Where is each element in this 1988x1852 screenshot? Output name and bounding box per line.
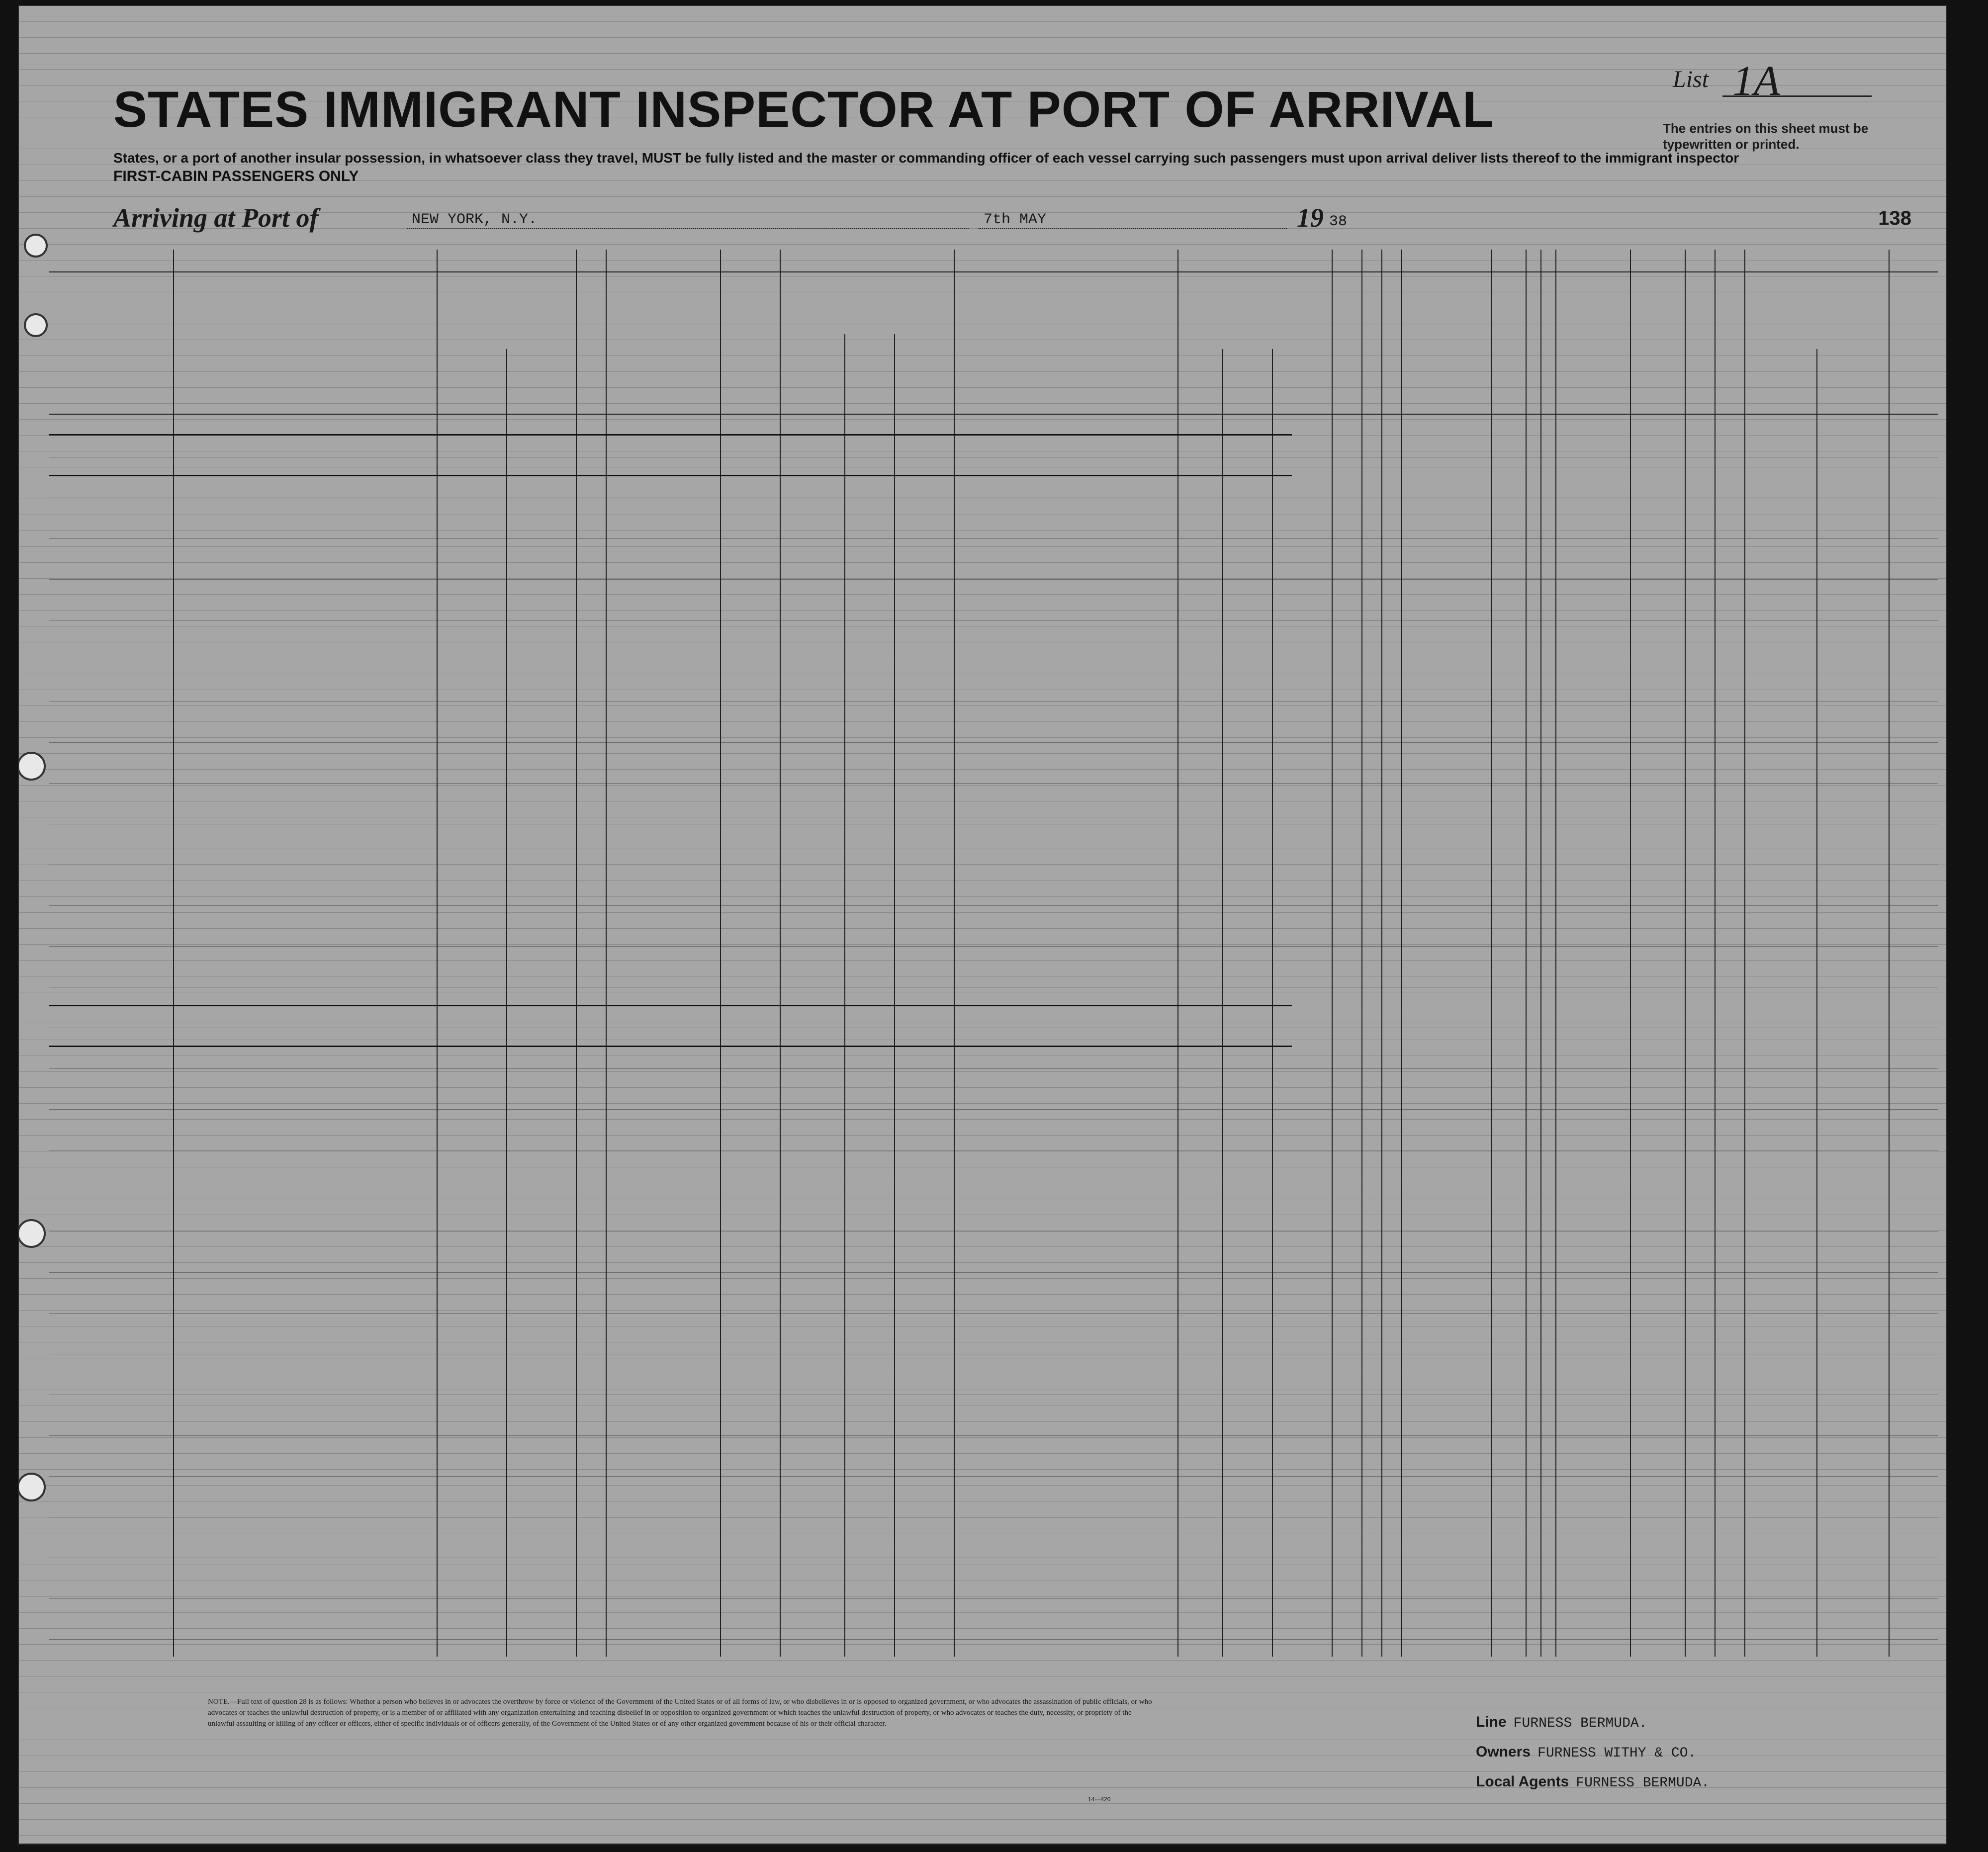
line-value: FURNESS BERMUDA.: [1513, 1716, 1647, 1731]
header-rule: [49, 414, 1938, 415]
column-rule: [1744, 250, 1745, 1657]
list-number: 1A: [1732, 57, 1780, 104]
row-rule: [49, 1109, 1938, 1110]
column-rule: [1889, 250, 1890, 1657]
column-rule: [173, 250, 174, 1657]
manifest-table: [49, 250, 1938, 1657]
sheet-number: 138: [1878, 207, 1911, 229]
row-rule: [49, 1598, 1938, 1599]
punch-hole: [18, 1219, 46, 1248]
year-suffix: 38: [1329, 213, 1348, 230]
subcolumn-rule: [1540, 349, 1541, 1657]
subcolumn-rule: [1222, 349, 1223, 1657]
punch-hole: [18, 1473, 46, 1501]
row-rule: [49, 1435, 1938, 1436]
agents-field: [1476, 1773, 1710, 1791]
punch-hole: [18, 752, 46, 781]
column-rule: [576, 250, 577, 1657]
column-rule: [606, 250, 607, 1657]
row-rule: [49, 1476, 1938, 1477]
column-rule: [954, 250, 955, 1657]
column-rule: [1401, 250, 1402, 1657]
column-rule: [1630, 250, 1631, 1657]
row-rule: [49, 946, 1938, 947]
row-rule: [49, 1639, 1938, 1640]
punch-hole: [24, 313, 48, 337]
subcolumn-rule: [1272, 349, 1273, 1657]
owners-value: FURNESS WITHY & CO.: [1537, 1746, 1697, 1761]
row-rule: [49, 1313, 1938, 1314]
form-title: STATES IMMIGRANT INSPECTOR AT PORT OF ARRIVAL: [113, 81, 1494, 138]
form-instructions: States, or a port of another insular possession, in whatsoever class they travel, MUST be fully listed and the master or commanding officer of each vessel carrying such passengers must upon arrival deliver lists thereof to the immigrant inspector: [113, 150, 1739, 166]
owners-field: [1476, 1744, 1696, 1761]
column-rule: [1685, 250, 1686, 1657]
row-rule: [49, 905, 1938, 906]
strike-through: [49, 1046, 1292, 1047]
question-28-note: NOTE.—Full text of question 28 is as follows: Whether a person who believes in or advocates the overthrow by force or violence of the Government of the United States or of all forms of law, or who disbelieves in or is opposed to organized government, or who advocates the assassination of public officials, or who advocates or teaches the unlawful destruction of property, or is a member of or affiliated with any organization entertaining and teaching disbelief in or opposition to organized government or which teaches the unlawful destruction of property, or who advocates or teaches the duty, necessity, or propriety of the unlawful assaulting or killing of any officer or officers, either of specific individuals or of officers generally, of the Government of the United States or of any other organized government because of his or their official character.: [208, 1698, 1152, 1728]
owners-label: Owners: [1476, 1744, 1531, 1760]
row-rule: [49, 742, 1938, 743]
column-rule: [1715, 250, 1716, 1657]
column-rule: [437, 250, 438, 1657]
column-rule: [1361, 250, 1362, 1657]
column-rule: [1332, 250, 1333, 1657]
subcolumn-rule: [844, 334, 845, 1657]
manifest-sheet: [18, 5, 1947, 1845]
typewritten-note: The entries on this sheet must be typewritten or printed.: [1663, 121, 1869, 152]
cabin-class-label: FIRST-CABIN PASSENGERS ONLY: [113, 168, 359, 184]
row-rule: [49, 538, 1938, 539]
column-rule: [1491, 250, 1492, 1657]
column-rule: [1381, 250, 1382, 1657]
subcolumn-rule: [894, 334, 895, 1657]
column-rule: [720, 250, 721, 1657]
subcolumn-rule: [1555, 349, 1556, 1657]
header-rule: [49, 271, 1938, 272]
arriving-label: Arriving at Port of: [113, 203, 319, 233]
row-rule: [49, 1068, 1938, 1069]
row-rule: [49, 1272, 1938, 1273]
row-rule: [49, 579, 1938, 580]
column-rule: [1177, 250, 1178, 1657]
subcolumn-rule: [506, 349, 507, 1657]
row-rule: [49, 783, 1938, 784]
arrival-line: [113, 202, 1814, 232]
line-field: [1476, 1714, 1647, 1731]
column-rule: [780, 250, 781, 1657]
form-code: 14—420: [1088, 1796, 1111, 1803]
line-label: Line: [1476, 1714, 1507, 1730]
year-prefix: 19: [1297, 203, 1324, 233]
list-underline: [1722, 95, 1872, 97]
strike-through: [49, 475, 1292, 476]
agents-value: FURNESS BERMUDA.: [1576, 1775, 1710, 1791]
date-value: 7th MAY: [984, 211, 1047, 228]
punch-hole: [24, 234, 48, 258]
agents-label: Local Agents: [1476, 1773, 1569, 1790]
date-rule: [979, 228, 1287, 229]
port-rule: [407, 228, 969, 229]
subcolumn-rule: [1816, 349, 1817, 1657]
port-value: NEW YORK, N.Y.: [412, 211, 538, 228]
strike-through: [49, 434, 1292, 436]
column-rule: [1526, 250, 1527, 1657]
list-label: List: [1673, 66, 1709, 92]
strike-through: [49, 1005, 1292, 1006]
